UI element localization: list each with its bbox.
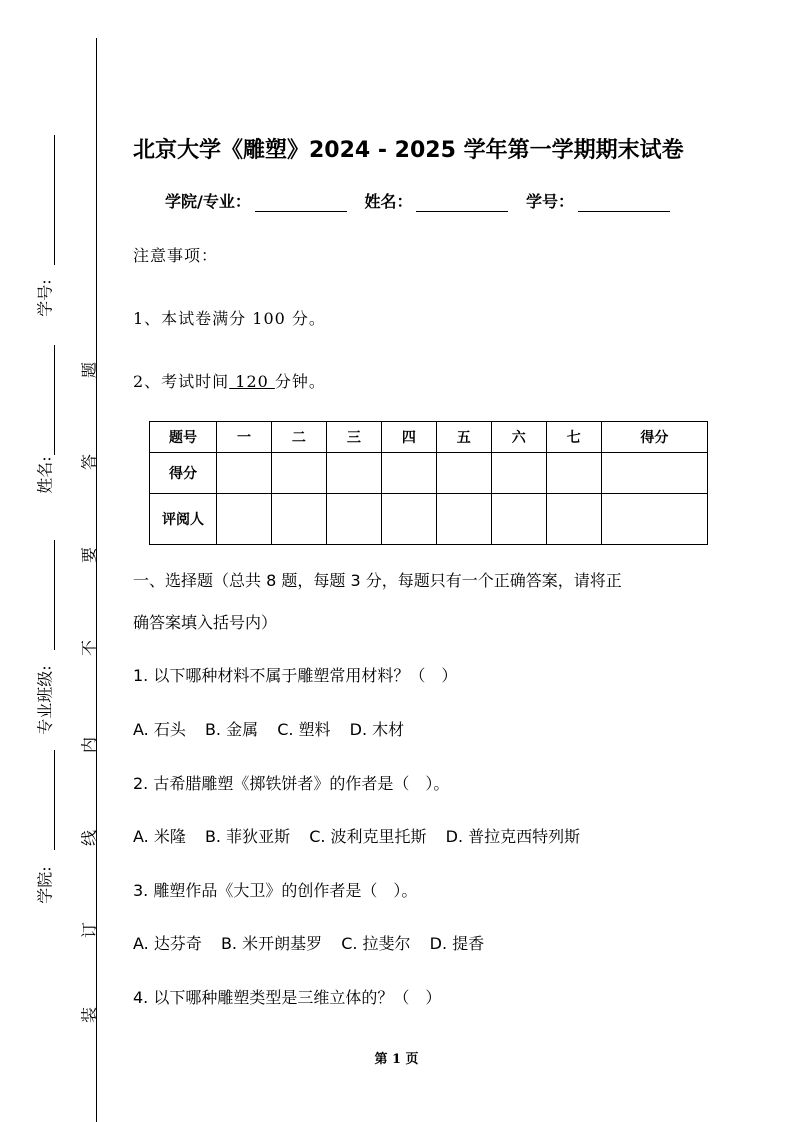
college-major-blank[interactable] bbox=[255, 195, 347, 212]
table-header-cell: 六 bbox=[491, 422, 546, 453]
option[interactable]: D. 提香 bbox=[429, 934, 485, 953]
section1-instructions-line2: 确答案填入括号内） bbox=[133, 613, 278, 632]
option[interactable]: C. 波利克里托斯 bbox=[309, 827, 427, 846]
reviewer-row-label: 评阅人 bbox=[150, 494, 217, 545]
side-name-label: 姓名: bbox=[35, 456, 55, 494]
college-major-label: 学院/专业： bbox=[165, 192, 251, 211]
score-table-score-row bbox=[150, 453, 708, 494]
table-header-cell: 一 bbox=[217, 422, 272, 453]
reviewer-cell[interactable] bbox=[271, 494, 326, 545]
option[interactable]: B. 菲狄亚斯 bbox=[204, 827, 291, 846]
name-label: 姓名： bbox=[364, 192, 413, 211]
table-header-cell: 三 bbox=[326, 422, 381, 453]
score-cell[interactable] bbox=[326, 453, 381, 494]
exam-title: 北京大学《雕塑》2024 - 2025 学年第一学期期末试卷 bbox=[133, 138, 684, 163]
side-major-class-label: 专业班级: bbox=[35, 665, 55, 735]
score-row-label: 得分 bbox=[150, 453, 217, 494]
score-table bbox=[149, 421, 708, 545]
id-label: 学号： bbox=[526, 192, 575, 211]
binding-char: 装 bbox=[79, 1006, 99, 1024]
score-cell[interactable] bbox=[217, 453, 272, 494]
table-header-cell: 五 bbox=[436, 422, 491, 453]
notes-item-1: 1、本试卷满分 100 分。 bbox=[133, 309, 326, 328]
question-1-stem: 1. 以下哪种材料不属于雕塑常用材料？（ ） bbox=[133, 666, 458, 685]
reviewer-cell[interactable] bbox=[326, 494, 381, 545]
score-table-reviewer-row bbox=[150, 494, 708, 545]
question-1-options bbox=[133, 717, 418, 740]
notes-item-2-suffix: 分钟。 bbox=[274, 372, 326, 391]
exam-duration-value: 120 bbox=[229, 372, 275, 391]
table-header-cell: 得分 bbox=[601, 422, 707, 453]
option[interactable]: D. 普拉克西特列斯 bbox=[445, 827, 581, 846]
question-3-options bbox=[133, 931, 498, 954]
binding-line bbox=[96, 38, 97, 1122]
student-info-row bbox=[165, 189, 682, 212]
binding-char: 题 bbox=[79, 361, 99, 379]
option[interactable]: C. 塑料 bbox=[277, 720, 331, 739]
option[interactable]: B. 金属 bbox=[204, 720, 259, 739]
table-header-cell: 四 bbox=[381, 422, 436, 453]
score-table-header-row bbox=[150, 422, 708, 453]
binding-char: 内 bbox=[79, 736, 99, 754]
question-3-stem: 3. 雕塑作品《大卫》的创作者是（ ）。 bbox=[133, 881, 418, 900]
question-2-stem: 2. 古希腊雕塑《掷铁饼者》的作者是（ ）。 bbox=[133, 774, 450, 793]
reviewer-cell[interactable] bbox=[601, 494, 707, 545]
option[interactable]: D. 木材 bbox=[349, 720, 405, 739]
name-blank[interactable] bbox=[416, 195, 508, 212]
score-cell[interactable] bbox=[601, 453, 707, 494]
question-4-stem: 4. 以下哪种雕塑类型是三维立体的？（ ） bbox=[133, 988, 442, 1007]
side-college-label: 学院: bbox=[35, 866, 55, 904]
score-cell[interactable] bbox=[271, 453, 326, 494]
binding-char: 订 bbox=[79, 921, 99, 939]
option[interactable]: C. 拉斐尔 bbox=[341, 934, 411, 953]
binding-char: 不 bbox=[79, 639, 99, 657]
binding-char: 要 bbox=[79, 546, 99, 564]
table-header-cell: 题号 bbox=[150, 422, 217, 453]
option[interactable]: B. 米开朗基罗 bbox=[220, 934, 323, 953]
table-header-cell: 二 bbox=[271, 422, 326, 453]
option[interactable]: A. 达芬奇 bbox=[133, 934, 202, 953]
binding-char: 线 bbox=[79, 829, 99, 847]
reviewer-cell[interactable] bbox=[436, 494, 491, 545]
notes-heading: 注意事项： bbox=[133, 246, 219, 265]
score-cell[interactable] bbox=[546, 453, 601, 494]
notes-item-2 bbox=[133, 369, 326, 392]
id-blank[interactable] bbox=[578, 195, 670, 212]
page-number: 第 1 页 bbox=[374, 1052, 419, 1067]
section1-instructions-line1: 一、选择题（总共 8 题，每题 3 分，每题只有一个正确答案，请将正 bbox=[133, 571, 622, 590]
score-cell[interactable] bbox=[381, 453, 436, 494]
score-cell[interactable] bbox=[491, 453, 546, 494]
reviewer-cell[interactable] bbox=[381, 494, 436, 545]
reviewer-cell[interactable] bbox=[546, 494, 601, 545]
notes-item-2-prefix: 2、考试时间 bbox=[133, 372, 230, 391]
table-header-cell: 七 bbox=[546, 422, 601, 453]
question-2-options bbox=[133, 824, 594, 847]
option[interactable]: A. 石头 bbox=[133, 720, 186, 739]
option[interactable]: A. 米隆 bbox=[133, 827, 186, 846]
reviewer-cell[interactable] bbox=[491, 494, 546, 545]
reviewer-cell[interactable] bbox=[217, 494, 272, 545]
side-student-id-label: 学号: bbox=[35, 279, 55, 317]
binding-char: 答 bbox=[79, 453, 99, 471]
score-cell[interactable] bbox=[436, 453, 491, 494]
